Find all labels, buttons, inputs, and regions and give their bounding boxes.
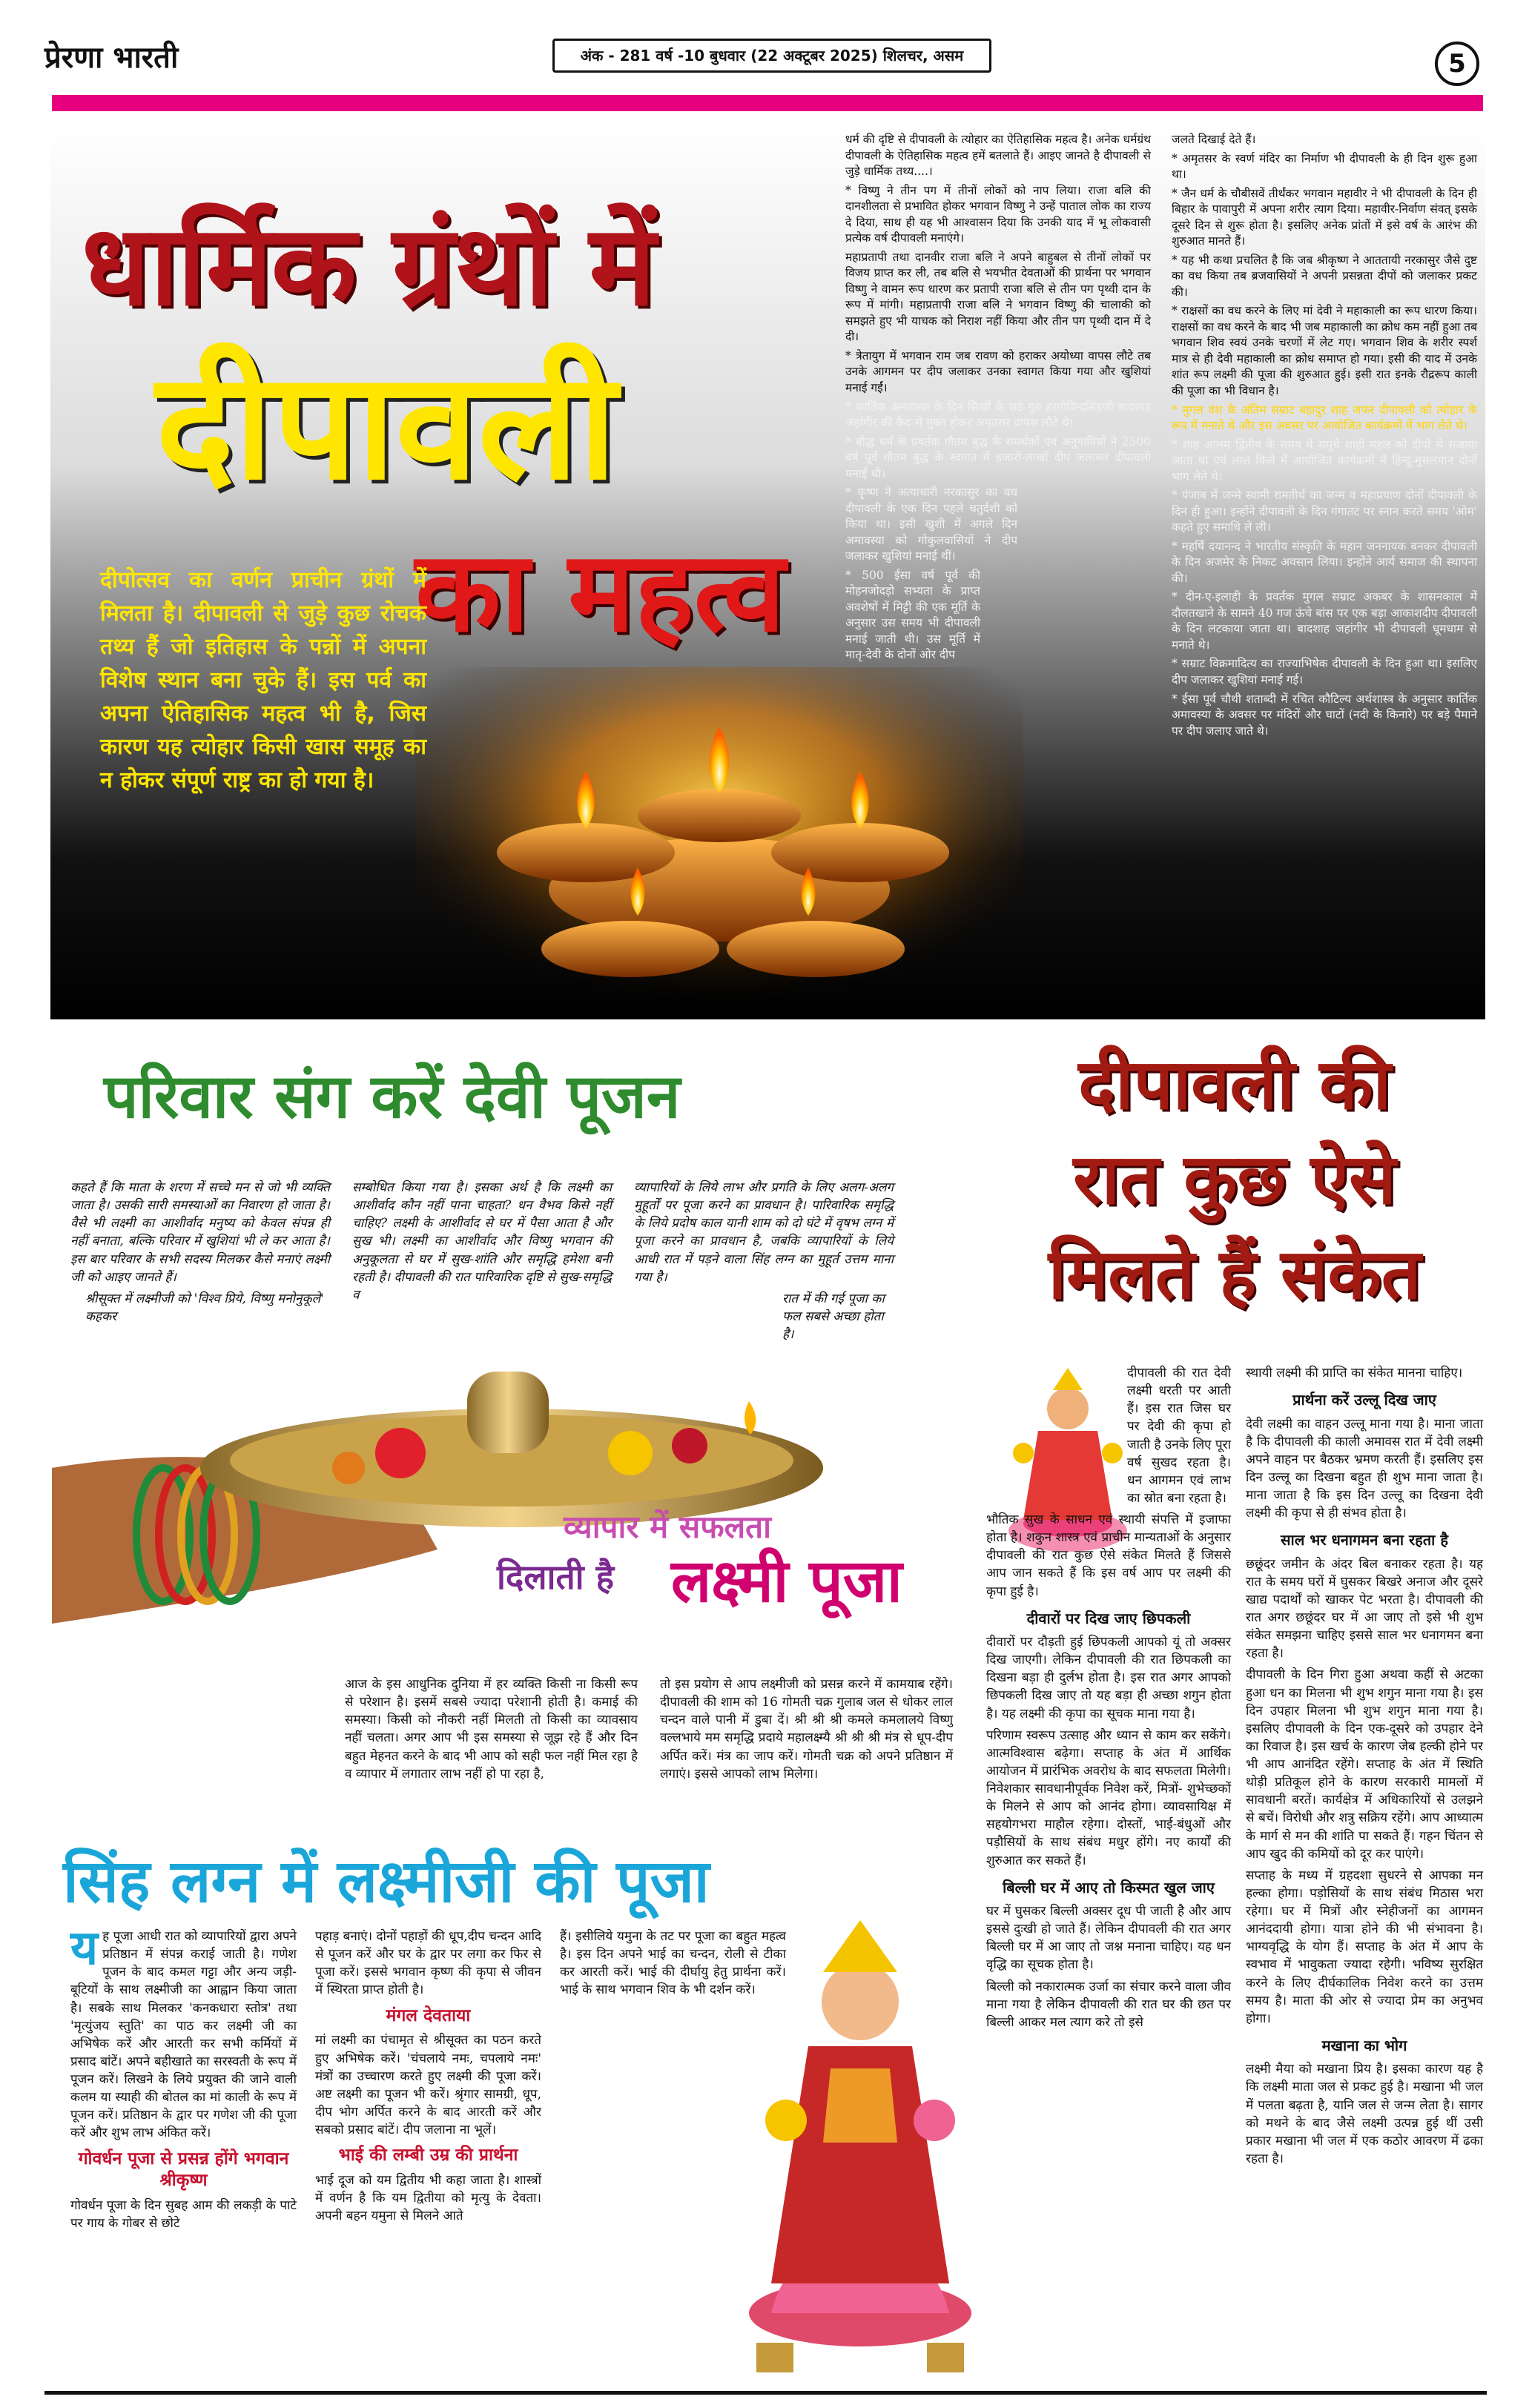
- hero-title-line3: का महत्व: [415, 526, 785, 657]
- subhead-dhan: साल भर धनागमन बना रहता है: [1281, 1531, 1448, 1549]
- vyapar-article: [345, 1676, 953, 1824]
- hero-paragraph: * दीन-ए-इलाही के प्रवर्तक मुगल सम्राट अकबर के शासनकाल में दौलतखाने के सामने 40 गज ऊंचे बांस पर एक बड़ा आकाशदीप दीपावली के दिन लटकाया जाता था। बादशाह जहांगीर भी दीपावली धूमधाम से मनाते थे।: [1172, 590, 1477, 652]
- subhead-mangal: मंगल देवताया: [386, 2005, 471, 2025]
- hero-paragraph: * 500 ईसा वर्ष पूर्व की मोहनजोदड़ो सभ्यता के प्राप्त अवशेषों में मिट्टी की एक मूर्ति के अनुसार उस समय भी दीपावली मनाई जाती थी। उस मूर्ति में मातृ-देवी के दोनों ओर दीप: [845, 568, 980, 662]
- hero-paragraph: * मुगल वंश के अंतिम सम्राट बहादुर शाह जफर दीपावली को त्योहार के रूप में मनाते थे और इस अवसर पर आयोजित कार्यक्रमों में भाग लेते थे।: [1172, 403, 1477, 433]
- sanket-headline-line1: दीपावली की: [1078, 1044, 1391, 1125]
- pooja-thali-image: [52, 1357, 971, 1668]
- sanket-paragraph: परिणाम स्वरूप उत्साह और ध्यान से काम कर सकेंगे। आत्मविश्वास बढ़ेगा। सप्ताह के अंत में आर्थिक आयोजन में प्रारंभिक अवरोध के बाद सफलता मिलेगी। निवेशकार सावधानीपूर्वक निवेश करें, मित्रों- शुभेच्छकों के मिलने से आप को आनंद होगा। व्यावसायिक्ष में सहयोगभरा माहौल रहेगा। दोस्तों, भाई-बंधुओं और पड़ौसियों के साथ संबंध मधुर होंगे। नए कार्यों की शुरुआत कर सकते हैं।: [986, 1727, 1231, 1868]
- hero-paragraph: * कृष्ण ने अत्याचारी नरकासुर का वध दीपावली के एक दिन पहले चतुर्दशी को किया था। इसी खुशी में अगले दिन अमावस्या को गोकुलवासियों ने दीप जलाकर खुशियां मनाई थीं।: [845, 486, 1017, 563]
- sanket-paragraph: बिल्ली को नकारात्मक उर्जा का संचार करने वाला जीव माना गया है लेकिन दीपावली की रात घर की छत पर बिल्ली आकर मल त्याग करे तो इसे: [986, 1979, 1231, 2030]
- page-number: 5: [1435, 42, 1479, 86]
- parivar-column-2: [352, 1179, 612, 1308]
- hero-paragraph: * विष्णु ने तीन पग में तीनों लोकों को नाप लिया। राजा बलि की दानशीलता से प्रभावित होकर भगवान विष्णु ने उन्हें पाताल लोक का राज्य दे दिया, साथ ही यह भी आश्वासन दिया कि उनकी याद में भू लोकवासी प्रत्येक वर्ष दीपावली मनाएंगे।: [845, 183, 1151, 245]
- subhead-billi: बिल्ली घर में आए तो किस्मत खुल जाए: [1003, 1878, 1215, 1896]
- hero-paragraph: * पंजाब में जन्मे स्वामी रामतीर्थ का जन्म व महाप्रयाण दोनों दीपावली के दिन ही हुआ। इन्होंने दीपावली के दिन गंगातट पर स्नान करते समय 'ओम' कहते हुए समाधि ले ली।: [1172, 489, 1477, 535]
- parivar-column-3: [634, 1179, 894, 1347]
- hero-paragraph: * ईसा पूर्व चौथी शताब्दी में रचित कौटिल्य अर्थशास्त्र के अनुसार कार्तिक अमावस्या के अवसर पर मंदिरों और घाटों (नदी के किनारे) पर बड़े पैमाने पर दीप जलाए जाते थे।: [1172, 692, 1477, 738]
- sanket-paragraph: भौतिक सुख के साधन एवं स्थायी संपत्ति में इजाफा होता है। शकुन शास्त्र एवं प्राचीन मान्यताओं के अनुसार दीपावली की रात कुछ ऐसे संकेत मिलते हैं जिससे आप जान सकते हैं कि इस वर्ष आप पर लक्ष्मी की कृपा हुई है।: [986, 1512, 1231, 1599]
- parivar-paragraph: श्रीसूक्त में लक्ष्मीजी को 'विश्व प्रिये, विष्णु मनोनुकूले' कहकर: [85, 1291, 324, 1324]
- vyapar-headline-part3: लक्ष्मी पूजा: [671, 1546, 902, 1615]
- sanket-headline-line3: मिलते हैं संकेत: [1048, 1233, 1422, 1315]
- hero-paragraph: * महर्षि दयानन्द ने भारतीय संस्कृति के महान जननायक बनकर दीपावली के दिन अजमेर के निकट अवसान लिया। इन्होंने आर्य समाज की स्थापना की।: [1172, 539, 1477, 585]
- parivar-paragraph: व्यापारियों के लिये लाभ और प्रगति के लिए अलग-अलग मुहूर्तों पर पूजा करने का प्रावधान है। पारिवारिक समृद्धि के लिये प्रदोष काल यानी शाम को दो घंटे में वृषभ लग्न में पूजा करने का प्रावधान है, जबकि व्यापारियों के लिये आधी रात में पड़ने वाला सिंह लग्न का मुहूर्त उत्तम माना गया है।: [634, 1180, 894, 1285]
- sanket-paragraph: दीवारों पर दौड़ती हुई छिपकली आपको यूं तो अक्सर दिख जाएगी। लेकिन दीपावली की रात छिपकली का दिखना बड़ा ही दुर्लभ होता है। इस रात अगर आपको छिपकली दिख जाए तो यह बड़ा ही अच्छा शगुन होता है। यह लक्ष्मी की कृपा का सूचक माना गया है।: [986, 1635, 1231, 1721]
- hero-column-2: [1172, 132, 1477, 742]
- sanket-intro: दीपावली की रात देवी लक्ष्मी धरती पर आती हैं। इस रात जिस घर पर देवी की कृपा हो जाती है उनके लिए पूरा वर्ष सुखद रहता है। धन आगमन एवं लाभ का स्रोत बना रहता है।: [1127, 1366, 1231, 1506]
- vyapar-column-1: आज के इस आधुनिक दुनिया में हर व्यक्ति किसी ना किसी रूप से परेशान है। इसमें सबसे ज्यादा परेशानी होती है। कमाई की समस्या। किसी को नौकरी नहीं मिलती तो किसी का व्यावसाय नहीं चलता। अगर आप भी इस समस्या से जूझ रहे हैं और दिन बहुत मेहनत करने के बाद भी आप को सही फल नहीं मिल रहा है व व्यापार में लगातार लाभ नहीं हो पा रहा है,: [345, 1677, 638, 1782]
- vyapar-column-2: तो इस प्रयोग से आप लक्ष्मीजी को प्रसन्न करने में कामयाब रहेंगे। दीपावली की शाम को 16 गोमती चक्र गुलाब जल से धोकर लाल चन्दन वाले पानी में डुबा दें। श्री श्री श्री कमले कमलालये विष्णु वल्लभाये मम समृद्धि प्रदाये महालक्ष्म्यै श्री श्री श्री मंत्र से धूप-दीप अर्पित करें। मंत्र का जाप करें। गोमती चक्र को अपने प्रतिष्ठान में लगाएं। इससे आपको लाभ मिलेगा।: [660, 1677, 953, 1782]
- hero-intro: दीपोत्सव का वर्णन प्राचीन ग्रंथों में मिलता है। दीपावली से जुड़े कुछ रोचक तथ्य हैं जो इतिहास के पन्नों में अपना विशेष स्थान बना चुके हैं। इस पर्व का अपना ऐतिहासिक महत्व भी है, जिस कारण यह त्योहार किसी खास समूह का न होकर संपूर्ण राष्ट्र का हो गया है।: [100, 567, 426, 793]
- subhead-makhana: मखाना का भोग: [1321, 2036, 1407, 2054]
- hero-title-line2: दीपावली: [156, 339, 618, 513]
- singh-lagna-headline: सिंह लग्न में लक्ष्मीजी की पूजा: [63, 1847, 710, 1916]
- vyapar-headline-part2: दिलाती है: [497, 1557, 615, 1597]
- hero-article: [845, 132, 1479, 1014]
- sanket-paragraph: छछूंदर जमीन के अंदर बिल बनाकर रहता है। यह रात के समय घरों में घुसकर बिखरे अनाज और दूसरे खाद्य पदार्थों को खाकर पेट भरता है। दीपावली की रात अगर छछूंदर घर में आ जाए तो इसे भी शुभ संकेत समझना चाहिए इससे साल भर धनागमन बना रहता है।: [1246, 1556, 1483, 1661]
- sanket-paragraph: स्थायी लक्ष्मी की प्राप्ति का संकेत मानना चाहिए।: [1246, 1366, 1463, 1380]
- issue-line: अंक - 281 वर्ष -10 बुधवार (22 अक्टूबर 2025) शिलचर, असम: [552, 39, 991, 73]
- subhead-ullu: प्रार्थना करें उल्लू दिख जाए: [1292, 1391, 1436, 1409]
- lakshmi-lotus-image: [742, 1898, 979, 2380]
- singh-paragraph: ह पूजा आधी रात को व्यापारियों द्वारा अपने प्रतिष्ठान में संपन्न कराई जाती है। गणेश पूजन के बाद कमल गट्टा और अन्य जड़ी-बूटियों के साथ लक्ष्मीजी का आह्वान किया जाता है। सबके साथ मिलकर 'कनकधारा स्तोत्र' तथा 'मृत्युंजय स्तुति' का पाठ कर लक्ष्मी जी का अभिषेक करें और आरती कर सभी कर्मियों में प्रसाद बांटें। अपने बहीखाते का सरस्वती के रूप में पूजन करें। लिखने के लिये प्रयुक्त की जाने वाली कलम या स्याही की बोतल का मां काली के रूप में पूजन करें। प्रतिष्ठान के द्वार पर गणेश जी की पूजा करें और शुभ लाभ अंकित करें।: [70, 1929, 297, 2141]
- sanket-paragraph: घर में घुसकर बिल्ली अक्सर दूध पी जाती है और आप इससे दुःखी हो जाते हैं। लेकिन दीपावली की रात अगर बिल्ली घर में आ जाए तो जश्न मनाना चाहिए। यह धन वृद्धि का सूचक होता है।: [986, 1904, 1231, 1973]
- singh-paragraph: गोवर्धन पूजा के दिन सुबह आम की लकड़ी के पाटे पर गाय के गोबर से छोटे: [70, 2198, 297, 2232]
- hero-paragraph: * जैन धर्म के चौबीसवें तीर्थंकर भगवान महावीर ने भी दीपावली के दिन ही बिहार के पावापुरी में अपना शरीर त्याग दिया। महावीर-निर्वाण संवत्‌ इसके दूसरे दिन से शुरू होता है। इसलिए अनेक प्रांतों में इसे वर्ष के आरंभ की शुरुआत मानते हैं।: [1172, 186, 1477, 248]
- parivar-paragraph: सम्बोधित किया गया है। इसका अर्थ है कि लक्ष्मी का आशीर्वाद कौन नहीं पाना चाहता? धन वैभव किसे नहीं चाहिए? लक्ष्मी के आशीर्वाद से घर में पैसा आता है और सुख भी। लक्ष्मी का आशीर्वाद और विष्णु भगवान की अनुकूलता से घर में सुख-शांति और समृद्धि हमेशा बनी रहती है। दीपावली की रात पारिवारिक दृष्टि से सुख-समृद्धि व: [352, 1180, 612, 1303]
- singh-column-2: [315, 1928, 541, 2229]
- singh-column-1: [70, 1920, 297, 2237]
- hero-paragraph: जलते दिखाई देते हैं।: [1172, 133, 1256, 146]
- sanket-paragraph: सप्ताह के मध्य में ग्रहदशा सुधरने से आपका मन हल्का होगा। पड़ोसियों के साथ संबंध मिठास भरा रहेगा। घर में मित्रों और स्नेहीजनों का आगमन आनंददायी होगा। यात्रा होने की भी संभावना है। भाग्यवृद्धि के योग हैं। सप्ताह के अंत में आप के स्वभाव में भावुकता ज्यादा रहेगी। भविष्य सुरक्षित करने के लिए दीर्घकालिक निवेश करने का उत्तम समय है। माता की ओर से ज्यादा प्रेम का अनुभव होगा।: [1246, 1868, 1483, 2026]
- drop-cap: य: [70, 1920, 99, 1976]
- parivar-headline: परिवार संग करें देवी पूजन: [104, 1062, 681, 1132]
- hero-title-line1: धार्मिक ग्रंथों में: [82, 200, 655, 331]
- subhead-chhipkali: दीवारों पर दिख जाए छिपकली: [1026, 1609, 1191, 1627]
- hero-paragraph: * शाह आलम द्वितीय के समय में समूचे शाही महल को दीपों से सजाया जाता था एवं लाल किले में आयोजित कार्यक्रमों में हिन्दू-मुसलमान दोनों भाग लेते थे।: [1172, 437, 1477, 483]
- hero-paragraph: * सम्राट विक्रमादित्य का राज्याभिषेक दीपावली के दिन हुआ था। इसलिए दीप जलाकर खुशियां मनाई गई।: [1172, 657, 1477, 687]
- bottom-rule: [44, 2391, 1487, 2395]
- subhead-govardhan: गोवर्धन पूजा से प्रसन्न होंगे भगवान श्रीकृष्ण: [78, 2149, 289, 2191]
- singh-paragraph: पहाड़ बनाएं। दोनों पहाड़ों की धूप,दीप चन्दन आदि से पूजन करें और घर के द्वार पर लगा कर फिर से पूजा करें। इससे भगवान कृष्ण की कृपा से जीवन में स्थिरता प्राप्त होती है।: [315, 1929, 541, 1998]
- newspaper-name: प्रेरणा भारती: [44, 40, 179, 75]
- sanket-paragraph: दीपावली के दिन गिरा हुआ अथवा कहीं से अटका हुआ धन का मिलना भी शुभ शगुन माना गया है। इस दिन उपहार मिलना भी शुभ शगुन माना गया है। इसलिए दीपावली के दिन एक-दूसरे को उपहार देने का रिवाज है। इस खर्च के कारण जेब हल्की होने पर भी आप आनंदित रहेंगे। सप्ताह के अंत में स्थिति थोड़ी प्रतिकूल होने के कारण सरकारी मामलों में सावधानी बरतें। कार्यक्षेत्र में अधिकारियों से उलझने से बचें। विरोधी और शत्रु सक्रिय रहेंगे। आप आध्यात्म के मार्ग से मन की शांति पा सकते हैं। गहन चिंतन से आप खुद की कमियों को दूर कर पाएंगे।: [1246, 1667, 1483, 1862]
- sanket-column-2: [1246, 1364, 1483, 2172]
- parivar-paragraph: रात में की गई पूजा का फल सबसे अच्छा होता है।: [782, 1291, 885, 1342]
- sanket-paragraph: देवी लक्ष्मी का वाहन उल्लू माना गया है। माना जाता है कि दीपावली की काली अमावस रात में देवी लक्ष्मी अपने वाहन पर बैठकर भ्रमण करती हैं। इसलिए इस दिन उल्लू का दिखना बहुत ही शुभ माना जाता है। माना जाता है कि इस दिन उल्लू का दिखना देवी लक्ष्मी की कृपा से ही संभव होता है।: [1246, 1416, 1483, 1521]
- vyapar-headline-part1: व्यापार में सफलता: [564, 1509, 771, 1545]
- parivar-article: [70, 1179, 945, 1357]
- hero-paragraph: * त्रेतायुग में भगवान राम जब रावण को हराकर अयोध्या वापस लौटे तब उनके आगमन पर दीप जलाकर उनका स्वागत किया गया और खुशियां मनाई गईं।: [845, 348, 1151, 394]
- hero-paragraph: * बौद्ध धर्म के प्रवर्तक गौतम बुद्ध के समर्थकों एवं अनुयायियों ने 2500 वर्ष पूर्व गौतम बुद्ध के स्वागत में हजारों-लाखों दीप जलाकर दीपावली मनाई थी।: [845, 434, 1151, 480]
- hero-paragraph: * कार्तिक अमावस्या के दिन सिखों के छठे गुरु हरगोविन्दसिंहजी बादशाह जहांगीर की कैद से मुक्त होकर अमृतसर वापस लौटे थे।: [845, 400, 1151, 430]
- sanket-paragraph: लक्ष्मी मैया को मखाना प्रिय है। इसका कारण यह है कि लक्ष्मी माता जल से प्रकट हुई है। मखाना भी जल में पलता बढ़ता है, यानि जल से जन्म लेता है। सागर को मथने के बाद जैसे लक्ष्मी उत्पन्न हुई थीं उसी प्रकार मखाना भी जल में एक कठोर आवरण में ढका रहता है।: [1246, 2062, 1483, 2166]
- parivar-paragraph: कहते हैं कि माता के शरण में सच्चे मन से जो भी व्यक्ति जाता है। उसकी सारी समस्याओं का निवारण हो जाता है। वैसे भी लक्ष्मी का आशीर्वाद मनुष्य को केवल संपन्न ही नहीं बनाता, बल्कि परिवार में खुशियां भी ले कर आता है। इस बार परिवार के सभी सदस्य मिलकर कैसे मनाएं लक्ष्मी जी को आइए जानते हैं।: [70, 1180, 330, 1285]
- parivar-column-1: [70, 1179, 330, 1329]
- hero-paragraph: * यह भी कथा प्रचलित है कि जब श्रीकृष्ण ने आततायी नरकासुर जैसे दुष्ट का वध किया तब ब्रजवासियों ने अपनी प्रसन्नता दीपों को जलाकर प्रकट की।: [1172, 253, 1477, 299]
- sanket-headline-line2: रात कुछ ऐसे: [1073, 1138, 1396, 1220]
- sanket-headline: [986, 1038, 1483, 1322]
- hero-paragraph: * राक्षसों का वध करने के लिए मां देवी ने महाकाली का रूप धारण किया। राक्षसों का वध करने के बाद भी जब महाकाली का क्रोध कम नहीं हुआ तब भगवान शिव स्वयं उनके चरणों में लेट गए। भगवान शिव के शरीर स्पर्श मात्र से ही देवी महाकाली का क्रोध समाप्त हो गया। इसी की याद में उनके शांत रूप लक्ष्मी की पूजा की शुरुआत हुई। इसी रात इनके रौद्ररूप काली की पूजा का भी विधान है।: [1172, 304, 1477, 397]
- singh-paragraph: मां लक्ष्मी का पंचामृत से श्रीसूक्त का पठन करते हुए अभिषेक करें। 'चंचलाये नमः, चपलाये नमः' मंत्रों का उच्चारण करते हुए लक्ष्मी की पूजा करें। अष्ट लक्ष्मी का पूजन भी करें। श्रृंगार सामग्री, धूप, दीप भोग अर्पित करने के बाद आरती करें और सबको प्रसाद बांटें। दीप जलाना ना भूलें।: [315, 2033, 541, 2138]
- hero-column-1: [845, 132, 1151, 666]
- subhead-bhai: भाई की लम्बी उम्र की प्रार्थना: [338, 2146, 518, 2166]
- singh-paragraph: हैं। इसीलिये यमुना के तट पर पूजा का बहुत महत्व है। इस दिन अपने भाई का चन्दन, रोली से टीका कर आरती करें। भाई की दीर्घायु हेतु प्रार्थना करें। भाई के साथ भगवान शिव के भी दर्शन करें।: [560, 1929, 786, 1998]
- singh-lagna-article: [70, 1920, 812, 2402]
- hero-paragraph: महाप्रतापी तथा दानवीर राजा बलि ने अपने बाहुबल से तीनों लोकों पर विजय प्राप्त कर ली, तब बलि से भयभीत देवताओं की प्रार्थना पर भगवान विष्णु ने वामन रूप धारण कर प्रतापी राजा बलि से तीन पग पृथ्वी दान के रूप में मांगी। महाप्रतापी राजा बलि ने भगवान विष्णु की चालाकी को समझते हुए भी याचक को निराश नहीं किया और तीन पग पृथ्वी दान में दे दी।: [845, 250, 1151, 344]
- hero-paragraph: * अमृतसर के स्वर्ण मंदिर का निर्माण भी दीपावली के ही दिन शुरू हुआ था।: [1172, 151, 1477, 182]
- hero-paragraph: धर्म की दृष्टि से दीपावली के त्योहार का ऐतिहासिक महत्व है। अनेक धर्मग्रंथ दीपावली के ऐतिहासिक महत्व हमें बतलाते हैं। आइए जानते है दीपावली से जुड़े धार्मिक तथ्य....।: [845, 133, 1151, 179]
- singh-paragraph: भाई दूज को यम द्वितीय भी कहा जाता है। शास्त्रों में वर्णन है कि यम द्वितीया को मृत्यु के देवता। अपनी बहन यमुना से मिलने आते: [315, 2173, 541, 2224]
- sanket-column-1: [986, 1364, 1231, 2035]
- top-color-rule: [52, 95, 1483, 111]
